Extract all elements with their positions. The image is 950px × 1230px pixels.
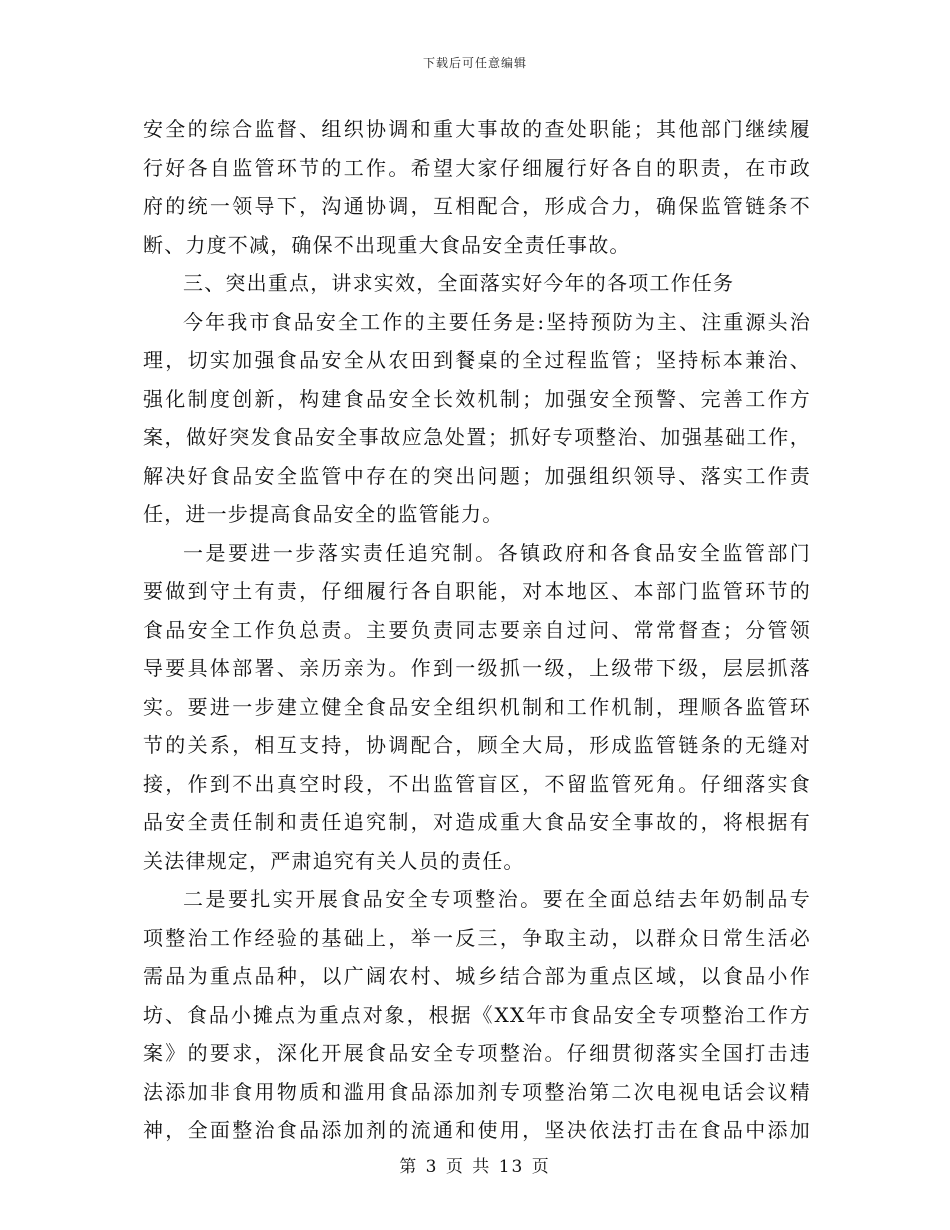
text-line: 断、力度不减，确保不出现重大食品安全责任事故。 (143, 232, 631, 257)
text-line: 二是要扎实开展食品安全专项整治。要在全面总结去年奶制品专 (183, 887, 811, 911)
document-body (143, 110, 811, 1150)
text-line: 导要具体部署、亲历亲为。作到一级抓一级，上级带下级，层层抓落 (143, 656, 811, 680)
text-line: 品安全责任制和责任追究制，对造成重大食品安全事故的，将根据有 (143, 810, 811, 834)
text-line: 任，进一步提高食品安全的监管能力。 (143, 502, 504, 526)
text-line: 一是要进一步落实责任追究制。各镇政府和各食品安全监管部门 (183, 540, 811, 565)
text-line: 坊、食品小摊点为重点对象，根据《XX年市食品安全专项整治工作方 (143, 1002, 811, 1027)
text-line: 案，做好突发食品安全事故应急处置；抓好专项整治、加强基础工作， (143, 425, 811, 449)
text-line: 理，切实加强食品安全从农田到餐桌的全过程监管；坚持标本兼治、 (143, 348, 811, 372)
text-line: 食品安全工作负总责。主要负责同志要亲自过问、常常督查；分管领 (143, 617, 811, 642)
text-line: 需品为重点品种，以广阔农村、城乡结合部为重点区域，以食品小作 (143, 964, 811, 988)
text-line: 安全的综合监督、组织协调和重大事故的查处职能；其他部门继续履 (143, 117, 811, 141)
text-line: 解决好食品安全监管中存在的突出问题；加强组织领导、落实工作责 (143, 463, 811, 488)
text-line: 法添加非食用物质和滥用食品添加剂专项整治第二次电视电话会议精 (143, 1079, 811, 1104)
text-line: 神，全面整治食品添加剂的流通和使用，坚决依法打击在食品中添加 (143, 1118, 811, 1142)
text-line: 项整治工作经验的基础上，举一反三，争取主动，以群众日常生活必 (143, 925, 811, 950)
text-line: 三、突出重点，讲求实效，全面落实好今年的各项工作任务 (183, 271, 735, 295)
text-line: 强化制度创新，构建食品安全长效机制；加强安全预警、完善工作方 (143, 386, 811, 411)
text-line: 案》的要求，深化开展食品安全专项整治。仔细贯彻落实全国打击违 (143, 1041, 811, 1065)
text-line: 府的统一领导下，沟通协调，互相配合，形成合力，确保监管链条不 (143, 194, 811, 218)
text-line: 实。要进一步建立健全食品安全组织机制和工作机制，理顺各监管环 (143, 694, 811, 719)
text-line: 关法律规定，严肃追究有关人员的责任。 (143, 848, 525, 873)
page-header: 下载后可任意编辑 (422, 56, 527, 70)
text-line: 节的关系，相互支持，协调配合，顾全大局，形成监管链条的无缝对 (143, 733, 811, 757)
text-line: 要做到守土有责，仔细履行各自职能，对本地区、本部门监管环节的 (143, 579, 811, 603)
text-line: 今年我市食品安全工作的主要任务是:坚持预防为主、注重源头治 (183, 309, 811, 334)
text-line: 行好各自监管环节的工作。希望大家仔细履行好各自的职责，在市政 (143, 155, 811, 180)
page-footer: 第 3 页 共 13 页 (399, 1157, 551, 1177)
text-line: 接，作到不出真空时段，不出监管盲区，不留监管死角。仔细落实食 (143, 771, 811, 796)
